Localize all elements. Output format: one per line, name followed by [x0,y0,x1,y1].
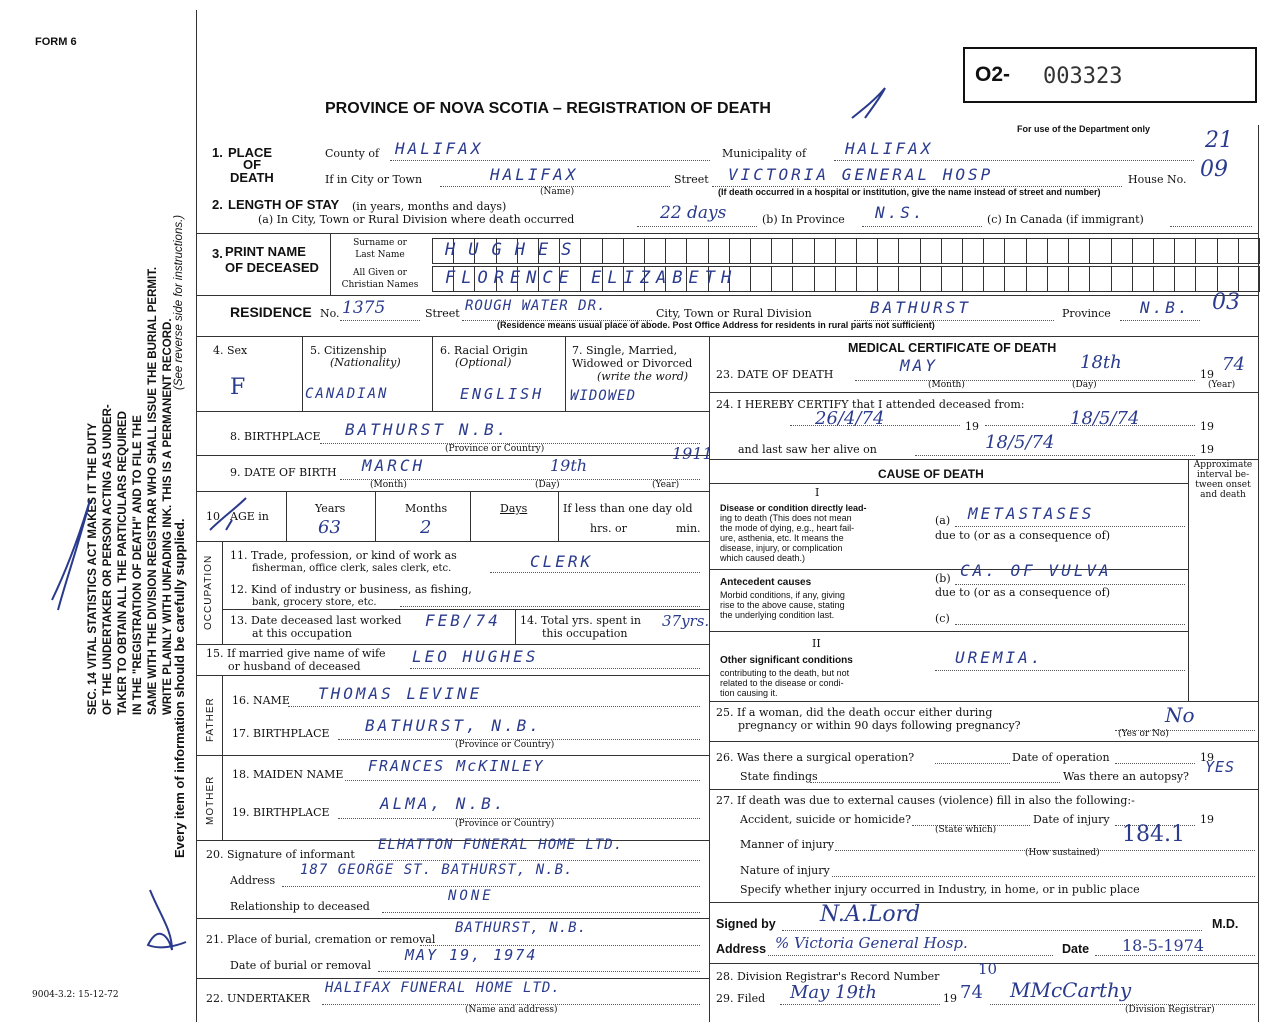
f14-label-b: this occupation [542,627,628,640]
physician-signature: N.A.Lord [820,902,921,927]
county-value: HALIFAX [395,139,484,158]
state-which-hint: (State which) [935,825,997,835]
cause-a-label: (a) [935,514,951,527]
municipality-value: HALIFAX [845,139,934,158]
disease-a: Disease or condition directly lead- [720,503,867,513]
mother-maiden-value: FRANCES McKINLEY [368,757,545,775]
street-value: VICTORIA GENERAL HOSP [728,165,994,184]
f24-last-end: 19 [1200,443,1214,456]
dob-year-hint: (Year) [652,480,680,490]
ante-c: rise to the above cause, stating [720,600,845,610]
trade-value: CLERK [530,552,594,571]
f13-label-b: at this occupation [252,627,352,640]
birthplace-value: BATHURST N.B. [345,420,510,439]
stay-c-label: (c) In Canada (if immigrant) [987,213,1144,226]
f10-num: 10. [206,510,224,523]
s3-label-b: OF DECEASED [225,260,319,275]
disease-c: the mode of dying, e.g., heart fail- [720,523,855,533]
surname-value: HUGHES [445,240,585,260]
interval-d: and death [1200,490,1246,500]
f12-label-a: 12. Kind of industry or business, as fishing, [230,583,472,596]
f18-label: 18. MAIDEN NAME [232,768,344,781]
house-label: House No. [1128,173,1187,186]
dob-month: MARCH [362,456,426,475]
findings-label: State findings [740,770,818,783]
informant-value: ELHATTON FUNERAL HOME LTD. [378,837,624,853]
form-code: 9004-3.2: 15-12-72 [32,990,119,1000]
given-label-a: All Given or [353,268,407,278]
check-mark-age [210,498,246,530]
last-worked-value: FEB/74 [425,611,501,630]
interval-c: tween onset [1195,480,1251,490]
disease-b: ing to death (This does not mean [720,513,852,523]
residence-note: (Residence means usual place of abode. Post Office Address for residents in rural parts not sufficient) [497,320,935,330]
attended-to: 18/5/74 [1070,408,1140,429]
dob-day-hint: (Day) [535,480,560,490]
f9-label: 9. DATE OF BIRTH [230,466,337,479]
due-to-1: due to (or as a consequence of) [935,529,1110,542]
signed-date-label: Date [1062,942,1090,956]
death-year-prefix: 19 [1200,368,1214,381]
municipality-label: Municipality of [722,147,807,160]
father-name-value: THOMAS LEVINE [318,684,483,703]
residence-no: 1375 [342,298,386,318]
s2-num: 2. [212,197,223,212]
f25-hint: (Yes or No) [1118,729,1169,739]
careful-note: Every item of information should be carefully supplied. [172,518,187,858]
residence-no-label: No. [320,307,340,320]
medical-heading: MEDICAL CERTIFICATE OF DEATH [848,341,1057,355]
due-to-2: due to (or as a consequence of) [935,586,1110,599]
min-label: min. [676,522,701,535]
burial-place-value: BATHURST, N.B. [455,920,588,936]
disease-f: which caused death.) [720,553,806,563]
residence-city: BATHURST [870,298,972,317]
f7-label-b: Widowed or Divorced [572,357,693,370]
roman-one: I [815,486,820,499]
f29-label: 29. Filed [716,992,766,1005]
f19-hint: (Province or Country) [455,819,555,829]
f7-label-a: 7. Single, Married, [572,344,678,357]
interval-a: Approximate [1193,460,1253,470]
f21-label: 21. Place of burial, cremation or removal [206,933,436,946]
mother-label: MOTHER [205,775,216,825]
injury-year: 19 [1200,813,1214,826]
residence-city-label: City, Town or Rural Division [656,307,812,320]
burial-date-value: MAY 19, 1974 [405,946,538,964]
md-label: M.D. [1212,917,1239,931]
other-a: Other significant conditions [720,655,853,666]
spouse-value: LEO HUGHES [412,647,539,666]
occupation-label: OCCUPATION [203,554,214,630]
f28-label: 28. Division Registrar's Record Number [716,970,940,983]
hospital-note: (If death occurred in a hospital or institution, give the name instead of street and number) [718,187,1101,197]
last-seen: 18/5/74 [985,432,1055,453]
f4-label: 4. Sex [213,344,248,357]
f8-hint: (Province or Country) [445,444,545,454]
other-c: related to the disease or condi- [720,678,844,688]
dob-day: 19th [550,456,588,475]
signed-date: 18-5-1974 [1122,936,1205,955]
county-label: County of [325,147,380,160]
undertaker-value: HALIFAX FUNERAL HOME LTD. [325,980,561,996]
death-day-hint: (Day) [1072,380,1097,390]
marital-value: WIDOWED [570,388,637,404]
death-year: 74 [1222,354,1245,375]
f5-label: 5. Citizenship [310,344,387,357]
operation-year: 19 [1200,751,1214,764]
city-name-hint: (Name) [540,187,575,197]
residence-province: N.B. [1140,298,1191,317]
cause-b-label: (b) [935,572,951,585]
reverse-side-note: (See reverse side for instructions.) [173,214,185,390]
father-birthplace-value: BATHURST, N.B. [365,716,542,735]
other-b: contributing to the death, but not [720,668,850,678]
place-code-1: 21 [1205,128,1233,153]
f24-label: 24. I HEREBY CERTIFY that I attended deceased from: [716,398,1025,411]
address-label: Address [230,874,276,887]
age-years: 63 [318,517,341,538]
f24-mid: 19 [965,420,979,433]
physician-address: % Victoria General Hosp. [775,934,968,952]
form-label: FORM 6 [35,36,77,48]
f11-label-a: 11. Trade, profession, or kind of work as [230,549,457,562]
f23-label: 23. DATE OF DEATH [716,368,834,381]
s3-num: 3. [212,246,223,261]
street-label: Street [674,173,709,186]
death-month-hint: (Month) [928,380,965,390]
residence-label: RESIDENCE [230,304,312,320]
surname-label-a: Surname or [353,238,407,248]
age-months: 2 [420,517,432,538]
autopsy-value: YES [1205,758,1236,776]
injury-date-label: Date of injury [1033,813,1110,826]
f16-label: 16. NAME [232,694,290,707]
f25-label-a: 25. If a woman, did the death occur either during [716,706,993,719]
citizenship-value: CANADIAN [305,386,389,402]
filed-year: 74 [960,982,983,1003]
f6-label: 6. Racial Origin [440,344,528,357]
manner-label: Manner of injury [740,838,835,851]
residence-street-label: Street [425,307,460,320]
cause-heading: CAUSE OF DEATH [878,467,984,481]
f12-label-b: bank, grocery store, etc. [252,597,377,608]
sex-value: F [230,375,246,400]
f24-end: 19 [1200,420,1214,433]
s1-label-c: DEATH [230,170,274,185]
pregnancy-value: No [1165,703,1195,727]
autopsy-label: Was there an autopsy? [1063,770,1189,783]
f20-label: 20. Signature of informant [206,848,355,861]
surname-label-b: Last Name [355,250,405,260]
f24-b-label: and last saw her alive on [738,443,877,456]
less-than-day-label: If less than one day old [563,502,693,515]
how-sustained-hint: (How sustained) [1025,848,1100,858]
days-label: Days [500,502,528,515]
filed-year-prefix: 19 [943,992,957,1005]
f22-hint: (Name and address) [465,1005,558,1015]
death-month: MAY [900,356,938,375]
s2-label: LENGTH OF STAY [228,197,340,212]
s2-label-sub: (in years, months and days) [352,200,507,213]
f10-label: AGE in [230,510,269,523]
check-mark-title [852,88,885,118]
stay-b-label: (b) In Province [762,213,845,226]
f19-label: 19. BIRTHPLACE [232,806,330,819]
cause-b-value: CA. OF VULVA [960,561,1112,580]
cause-a-value: METASTASES [968,504,1095,523]
f27-label: 27. If death was due to external causes (violence) fill in also the following:- [716,794,1135,807]
relationship-label: Relationship to deceased [230,900,370,913]
manner-value: 184.1 [1122,822,1185,847]
form-title: PROVINCE OF NOVA SCOTIA – REGISTRATION OF DEATH [325,100,771,117]
total-years-value: 37yrs. [662,612,710,630]
accident-label: Accident, suicide or homicide? [740,813,911,826]
f25-label-b: pregnancy or within 90 days following pregnancy? [738,719,1021,732]
f6-sub: (Optional) [455,356,512,369]
racial-origin-value: ENGLISH [460,385,545,403]
f17-hint: (Province or Country) [455,740,555,750]
operation-date-label: Date of operation [1012,751,1110,764]
father-label: FATHER [205,697,216,742]
dob-year: 1911 [672,444,713,463]
f5-sub: (Nationality) [330,356,401,369]
place-code-2: 09 [1200,157,1228,182]
s1-label-a: PLACE [228,145,273,160]
roman-two: II [812,637,821,650]
f11-label-b: fisherman, office clerk, sales clerk, etc. [252,563,452,574]
other-d: tion causing it. [720,688,778,698]
months-label: Months [405,502,448,515]
residence-street: ROUGH WATER DR. [465,298,607,314]
ante-d: the underlying condition last. [720,610,835,620]
residence-province-label: Province [1062,307,1111,320]
city-value: HALIFAX [490,165,579,184]
death-year-hint: (Year) [1208,380,1236,390]
cause-c-label: (c) [935,612,950,625]
record-number: 10 [978,960,998,978]
given-label-b: Christian Names [341,280,419,290]
s1-num: 1. [212,145,223,160]
years-label: Years [315,502,346,515]
ante-a: Antecedent causes [720,577,812,588]
other-conditions-value: UREMIA. [955,648,1044,667]
specify-label: Specify whether injury occurred in Industry, in home, or in public place [740,883,1140,896]
f7-label-c: (write the word) [597,370,689,383]
registrar-signature: MMcCarthy [1010,978,1132,1002]
stay-a-value: 22 days [660,203,727,223]
f15-label-b: or husband of deceased [228,660,361,673]
hrs-label: hrs. or [590,522,627,535]
signed-address-label: Address [716,942,767,956]
disease-e: disease, injury, or complication [720,543,843,553]
f26-label: 26. Was there a surgical operation? [716,751,915,764]
statutory-notice: SEC. 14 VITAL STATISTICS ACT MAKES IT THE DUTY OF THE UNDERTAKER OR PERSON ACTING AS UNDER- TAKER TO OBTAIN ALL THE PARTICULARS REQUIRED IN THE "REGISTRATION OF DEATH" AND TO FILE THE SAME WITH THE DIVISION REGISTRAR WHO SHALL ISSUE THE BURIAL PERMIT. WRITE PLAINLY WITH UNFADING INK. THIS IS A PERMANENT RECORD. [87,266,174,715]
informant-address: 187 GEORGE ST. BATHURST, N.B. [300,862,574,878]
reg-prefix: O2- [975,63,1011,86]
stay-a-label: (a) In City, Town or Rural Division where death occurred [258,213,575,226]
s3-label-a: PRINT NAME [225,244,306,259]
filed-date: May 19th [790,982,877,1003]
f29-hint: (Division Registrar) [1125,1005,1215,1015]
s1-label-b: OF [243,157,262,172]
burial-date-label: Date of burial or removal [230,959,371,972]
dob-month-hint: (Month) [370,480,407,490]
signed-label: Signed by [716,917,776,931]
reg-number: 003323 [1043,64,1123,89]
attended-from: 26/4/74 [815,408,885,429]
city-label: If in City or Town [325,173,423,186]
stay-b-value: N.S. [875,203,926,222]
f22-label: 22. UNDERTAKER [206,992,311,1005]
relationship-value: NONE [448,888,494,904]
f13-label-a: 13. Date deceased last worked [230,614,402,627]
margin-scribble [148,890,186,950]
f8-label: 8. BIRTHPLACE [230,430,321,443]
f17-label: 17. BIRTHPLACE [232,727,330,740]
mother-birthplace-value: ALMA, N.B. [380,794,507,813]
death-day: 18th [1080,352,1122,373]
residence-code: 03 [1212,290,1240,315]
f15-label-a: 15. If married give name of wife [206,647,386,660]
interval-b: interval be- [1196,470,1250,480]
margin-annotation [52,500,90,610]
ante-b: Morbid conditions, if any, giving [720,590,845,600]
nature-label: Nature of injury [740,864,830,877]
dept-use-note: For use of the Department only [1017,124,1151,134]
given-names-value: FLORENCE ELIZABETH [445,268,738,288]
disease-d: ure, asthenia, etc. It means the [720,533,844,543]
f14-label-a: 14. Total yrs. spent in [520,614,641,627]
